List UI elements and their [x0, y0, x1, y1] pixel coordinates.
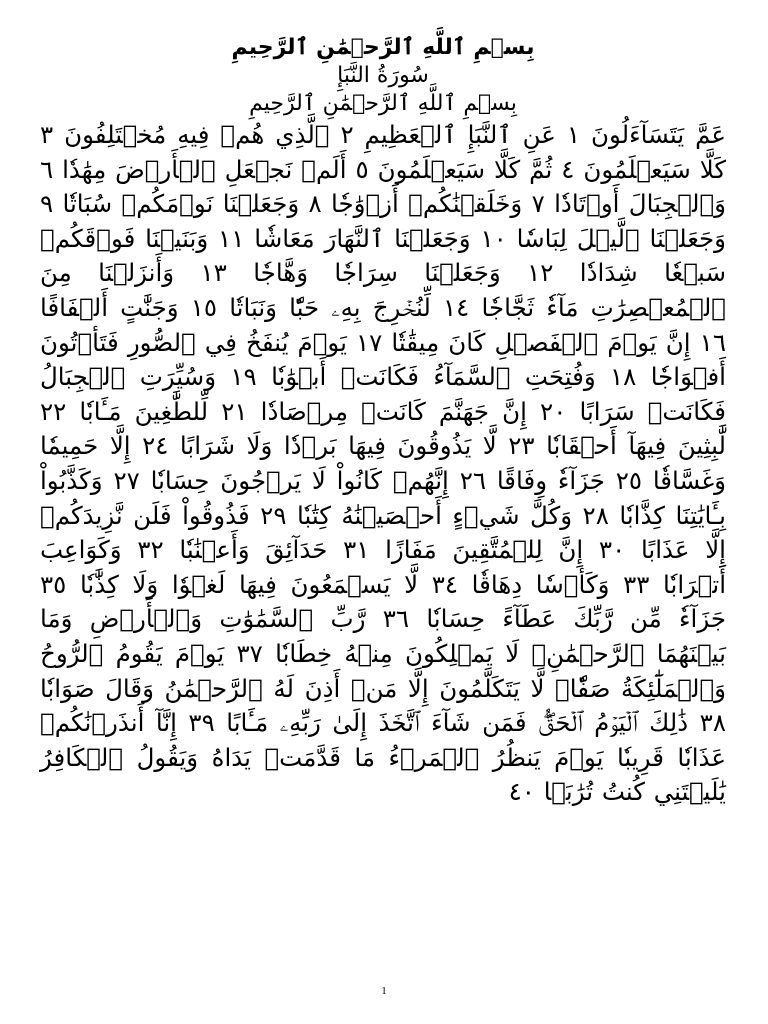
surah-title: سُورَةُ النَّبَإِ — [337, 63, 429, 88]
surah-body-text: عَمَّ يَتَسَآءَلُونَ ١ عَنِ ٱلنَّبَإِ ٱلۡعَظِيمِ ٢ ٱلَّذِي هُمۡ فِيهِ مُخۡتَلِفُونَ ٣ كَلَّا سَيَعۡلَمُونَ ٤ ثُمَّ كَلَّا سَيَعۡلَمُونَ ٥ أَلَمۡ نَجۡعَلِ ٱلۡأَرۡضَ مِهَٰدٗا ٦ وَٱلۡجِبَالَ أَوۡتَادٗا ٧ وَخَلَقۡنَٰكُمۡ أَزۡوَٰجٗا ٨ وَجَعَلۡنَا نَوۡمَكُمۡ سُبَاتٗا ٩ وَجَعَلۡنَا ٱلَّيۡلَ لِبَاسٗا ١٠ وَجَعَلۡنَا ٱلنَّهَارَ مَعَاشٗا ١١ وَبَنَيۡنَا فَوۡقَكُمۡ سَبۡعٗا شِدَادٗا ١٢ وَجَعَلۡنَا سِرَاجٗا وَهَّاجٗا ١٣ وَأَنزَلۡنَا مِنَ ٱلۡمُعۡصِرَٰتِ مَآءٗ ثَجَّاجٗا ١٤ لِّنُخۡرِجَ بِهِۦ حَبّٗا وَنَبَاتٗا ١٥ وَجَنَّٰتٍ أَلۡفَافًا ١٦ إِنَّ يَوۡمَ ٱلۡفَصۡلِ كَانَ مِيقَٰتٗا ١٧ يَوۡمَ يُنفَخُ فِي ٱلصُّورِ فَتَأۡتُونَ أَفۡوَاجٗا ١٨ وَفُتِحَتِ ٱلسَّمَآءُ فَكَانَتۡ أَبۡوَٰبٗا ١٩ وَسُيِّرَتِ ٱلۡجِبَالُ فَكَانَتۡ سَرَابًا ٢٠ إِنَّ جَهَنَّمَ كَانَتۡ مِرۡصَادٗا ٢١ لِّلطَّٰغِينَ مَـَٔابٗا ٢٢ لَّٰبِثِينَ فِيهَآ أَحۡقَابٗا ٢٣ لَّا يَذُوقُونَ فِيهَا بَرۡدٗا وَلَا شَرَابًا ٢٤ إِلَّا حَمِيمٗا وَغَسَّاقٗا ٢٥ جَزَآءٗ وِفَاقًا ٢٦ إِنَّهُمۡ كَانُواْ لَا يَرۡجُونَ حِسَابٗا ٢٧ وَكَذَّبُواْ بِـَٔايَٰتِنَا كِذَّابٗا ٢٨ وَكُلَّ شَيۡءٍ أَحۡصَيۡنَٰهُ كِتَٰبٗا ٢٩ فَذُوقُواْ فَلَن نَّزِيدَكُمۡ إِلَّا عَذَابًا ٣٠ إِنَّ لِلۡمُتَّقِينَ مَفَازًا ٣١ حَدَآئِقَ وَأَعۡنَٰبٗا ٣٢ وَكَوَاعِبَ أَتۡرَابٗا ٣٣ وَكَأۡسٗا دِهَاقٗا ٣٤ لَّا يَسۡمَعُونَ فِيهَا لَغۡوٗا وَلَا كِذَّٰبٗا ٣٥ جَزَآءٗ مِّن رَّبِّكَ عَطَآءً حِسَابٗا ٣٦ رَّبِّ ٱلسَّمَٰوَٰتِ وَٱلۡأَرۡضِ وَمَا بَيۡنَهُمَا ٱلرَّحۡمَٰنِۖ لَا يَمۡلِكُونَ مِنۡهُ خِطَابٗا ٣٧ يَوۡمَ يَقُومُ ٱلرُّوحُ وَٱلۡمَلَٰٓئِكَةُ صَفّٗاۖ لَّا يَتَكَلَّمُونَ إِلَّا مَنۡ أَذِنَ لَهُ ٱلرَّحۡمَٰنُ وَقَالَ صَوَابٗا ٣٨ ذَٰلِكَ ٱلۡيَوۡمُ ٱلۡحَقُّۖ فَمَن شَآءَ ٱتَّخَذَ إِلَىٰ رَبِّهِۦ مَـَٔابًا ٣٩ إِنَّآ أَنذَرۡنَٰكُمۡ عَذَابٗا قَرِيبٗا يَوۡمَ يَنظُرُ ٱلۡمَرۡءُ مَا قَدَّمَتۡ يَدَاهُ وَيَقُولُ ٱلۡكَافِرُ يَٰلَيۡتَنِي كُنتُ تُرَٰبَۢا ٤٠ — [40, 120, 727, 807]
basmala-subheading: بِسۡمِ ٱللَّهِ ٱلرَّحۡمَٰنِ ٱلرَّحِيمِ — [249, 91, 517, 116]
basmala-heading: بِسۡمِ ٱللَّهِ ٱلرَّحۡمَٰنِ ٱلرَّحِيمِ — [231, 35, 535, 60]
page-number: 1 — [381, 985, 387, 997]
